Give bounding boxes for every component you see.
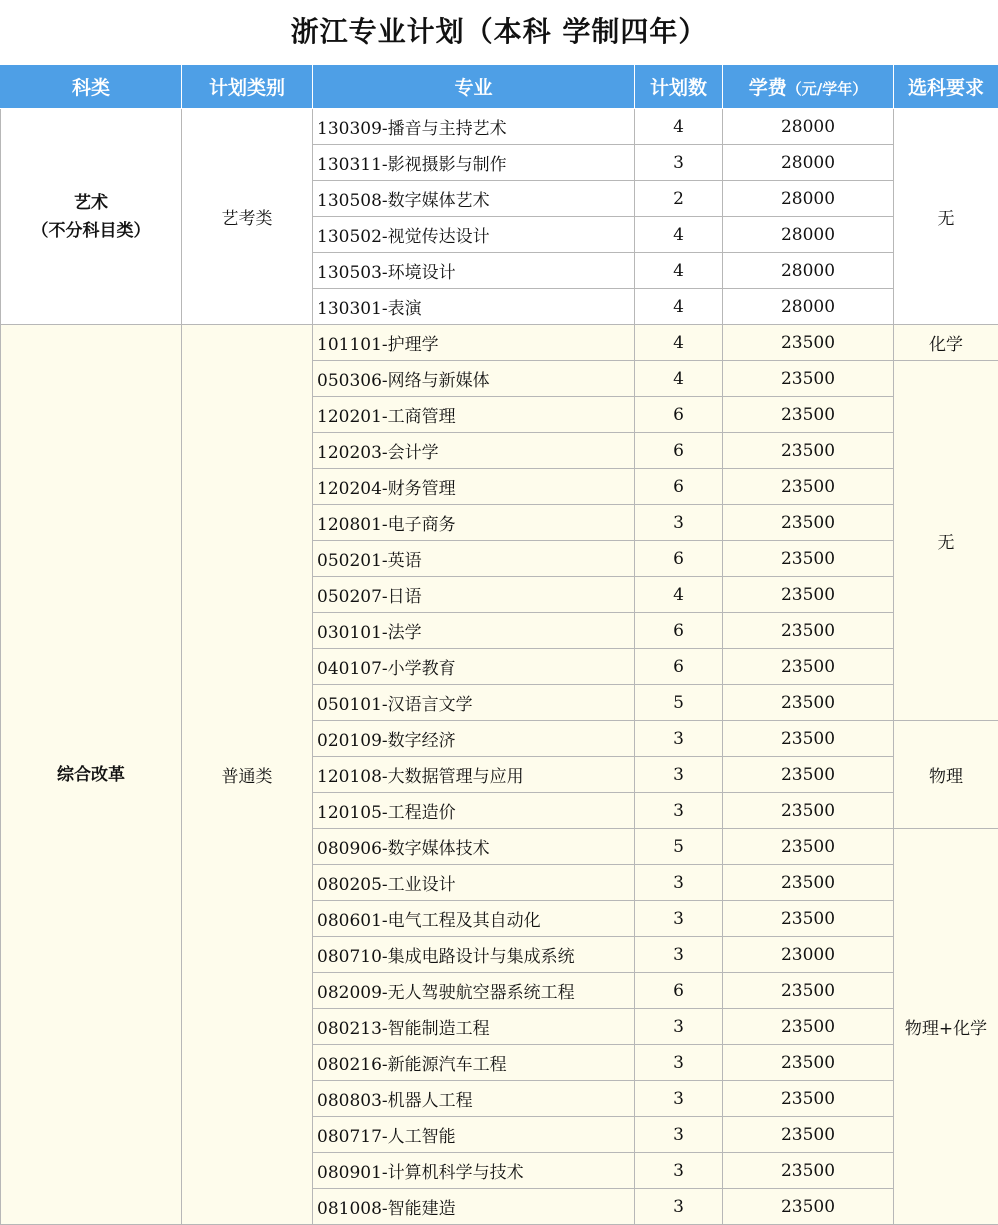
quota-cell: 5 bbox=[635, 685, 723, 721]
tuition-cell: 23500 bbox=[723, 1117, 894, 1153]
quota-cell: 3 bbox=[635, 937, 723, 973]
quota-cell: 6 bbox=[635, 433, 723, 469]
requirement-cell: 无 bbox=[894, 109, 998, 325]
header-subject: 科类 bbox=[1, 65, 182, 109]
quota-cell: 4 bbox=[635, 253, 723, 289]
quota-cell: 3 bbox=[635, 793, 723, 829]
header-plan-type: 计划类别 bbox=[182, 65, 313, 109]
quota-cell: 6 bbox=[635, 541, 723, 577]
plan-type-cell-art: 艺考类 bbox=[182, 109, 313, 325]
tuition-cell: 23500 bbox=[723, 757, 894, 793]
header-tuition-unit: （元/学年） bbox=[787, 80, 867, 98]
tuition-cell: 23500 bbox=[723, 541, 894, 577]
quota-cell: 6 bbox=[635, 469, 723, 505]
quota-cell: 4 bbox=[635, 289, 723, 325]
quota-cell: 3 bbox=[635, 1117, 723, 1153]
quota-cell: 2 bbox=[635, 181, 723, 217]
major-cell: 130311-影视摄影与制作 bbox=[313, 145, 635, 181]
header-tuition bbox=[723, 65, 894, 109]
table-body bbox=[1, 109, 998, 1225]
header-quota: 计划数 bbox=[635, 65, 723, 109]
major-cell: 130301-表演 bbox=[313, 289, 635, 325]
major-cell: 130508-数字媒体艺术 bbox=[313, 181, 635, 217]
quota-cell: 4 bbox=[635, 577, 723, 613]
major-cell: 130502-视觉传达设计 bbox=[313, 217, 635, 253]
quota-cell: 3 bbox=[635, 1045, 723, 1081]
major-cell: 080601-电气工程及其自动化 bbox=[313, 901, 635, 937]
quota-cell: 3 bbox=[635, 145, 723, 181]
major-cell: 081008-智能建造 bbox=[313, 1189, 635, 1225]
tuition-cell: 23500 bbox=[723, 325, 894, 361]
major-cell: 120801-电子商务 bbox=[313, 505, 635, 541]
major-cell: 080216-新能源汽车工程 bbox=[313, 1045, 635, 1081]
major-cell: 020109-数字经济 bbox=[313, 721, 635, 757]
plan-table bbox=[0, 64, 998, 1225]
major-cell: 130503-环境设计 bbox=[313, 253, 635, 289]
requirement-cell: 无 bbox=[894, 361, 998, 721]
subject-art-line1: 艺术 bbox=[1, 189, 181, 217]
table-row bbox=[1, 109, 998, 145]
quota-cell: 3 bbox=[635, 865, 723, 901]
quota-cell: 5 bbox=[635, 829, 723, 865]
quota-cell: 3 bbox=[635, 505, 723, 541]
subject-cell-reform: 综合改革 bbox=[1, 325, 182, 1225]
header-tuition-label: 学费 bbox=[749, 77, 787, 99]
tuition-cell: 23500 bbox=[723, 1009, 894, 1045]
page-title: 浙江专业计划（本科 学制四年） bbox=[0, 0, 998, 64]
requirement-cell: 物理+化学 bbox=[894, 829, 998, 1225]
tuition-cell: 23500 bbox=[723, 397, 894, 433]
major-cell: 080803-机器人工程 bbox=[313, 1081, 635, 1117]
quota-cell: 6 bbox=[635, 649, 723, 685]
quota-cell: 3 bbox=[635, 1081, 723, 1117]
plan-type-cell-reform: 普通类 bbox=[182, 325, 313, 1225]
major-cell: 040107-小学教育 bbox=[313, 649, 635, 685]
quota-cell: 6 bbox=[635, 613, 723, 649]
major-cell: 120108-大数据管理与应用 bbox=[313, 757, 635, 793]
tuition-cell: 23500 bbox=[723, 1045, 894, 1081]
tuition-cell: 23500 bbox=[723, 505, 894, 541]
subject-art-line2: （不分科目类） bbox=[1, 217, 181, 245]
table-header bbox=[1, 65, 998, 109]
quota-cell: 3 bbox=[635, 721, 723, 757]
tuition-cell: 23500 bbox=[723, 649, 894, 685]
tuition-cell: 23500 bbox=[723, 1189, 894, 1225]
tuition-cell: 23500 bbox=[723, 469, 894, 505]
tuition-cell: 23500 bbox=[723, 433, 894, 469]
tuition-cell: 28000 bbox=[723, 109, 894, 145]
quota-cell: 3 bbox=[635, 1153, 723, 1189]
major-cell: 050207-日语 bbox=[313, 577, 635, 613]
quota-cell: 3 bbox=[635, 1009, 723, 1045]
major-cell: 120204-财务管理 bbox=[313, 469, 635, 505]
tuition-cell: 23500 bbox=[723, 1153, 894, 1189]
table-row bbox=[1, 325, 998, 361]
tuition-cell: 23500 bbox=[723, 793, 894, 829]
major-cell: 082009-无人驾驶航空器系统工程 bbox=[313, 973, 635, 1009]
tuition-cell: 23500 bbox=[723, 361, 894, 397]
major-cell: 120203-会计学 bbox=[313, 433, 635, 469]
tuition-cell: 28000 bbox=[723, 217, 894, 253]
quota-cell: 6 bbox=[635, 397, 723, 433]
major-cell: 080710-集成电路设计与集成系统 bbox=[313, 937, 635, 973]
major-cell: 120105-工程造价 bbox=[313, 793, 635, 829]
quota-cell: 3 bbox=[635, 901, 723, 937]
major-cell: 080906-数字媒体技术 bbox=[313, 829, 635, 865]
tuition-cell: 28000 bbox=[723, 253, 894, 289]
major-cell: 101101-护理学 bbox=[313, 325, 635, 361]
quota-cell: 3 bbox=[635, 1189, 723, 1225]
tuition-cell: 23500 bbox=[723, 901, 894, 937]
major-cell: 130309-播音与主持艺术 bbox=[313, 109, 635, 145]
major-cell: 080205-工业设计 bbox=[313, 865, 635, 901]
quota-cell: 4 bbox=[635, 217, 723, 253]
subject-cell-art bbox=[1, 109, 182, 325]
header-major: 专业 bbox=[313, 65, 635, 109]
requirement-cell: 物理 bbox=[894, 721, 998, 829]
quota-cell: 4 bbox=[635, 325, 723, 361]
tuition-cell: 23500 bbox=[723, 613, 894, 649]
tuition-cell: 23500 bbox=[723, 973, 894, 1009]
tuition-cell: 23500 bbox=[723, 721, 894, 757]
major-cell: 120201-工商管理 bbox=[313, 397, 635, 433]
major-cell: 080717-人工智能 bbox=[313, 1117, 635, 1153]
tuition-cell: 23500 bbox=[723, 577, 894, 613]
major-cell: 050201-英语 bbox=[313, 541, 635, 577]
tuition-cell: 23500 bbox=[723, 685, 894, 721]
tuition-cell: 23000 bbox=[723, 937, 894, 973]
tuition-cell: 23500 bbox=[723, 1081, 894, 1117]
tuition-cell: 28000 bbox=[723, 145, 894, 181]
tuition-cell: 23500 bbox=[723, 829, 894, 865]
tuition-cell: 28000 bbox=[723, 289, 894, 325]
quota-cell: 3 bbox=[635, 757, 723, 793]
tuition-cell: 23500 bbox=[723, 865, 894, 901]
major-cell: 080901-计算机科学与技术 bbox=[313, 1153, 635, 1189]
quota-cell: 6 bbox=[635, 973, 723, 1009]
major-cell: 030101-法学 bbox=[313, 613, 635, 649]
header-requirement: 选科要求 bbox=[894, 65, 998, 109]
tuition-cell: 28000 bbox=[723, 181, 894, 217]
quota-cell: 4 bbox=[635, 361, 723, 397]
requirement-cell: 化学 bbox=[894, 325, 998, 361]
major-cell: 050101-汉语言文学 bbox=[313, 685, 635, 721]
major-cell: 080213-智能制造工程 bbox=[313, 1009, 635, 1045]
major-cell: 050306-网络与新媒体 bbox=[313, 361, 635, 397]
quota-cell: 4 bbox=[635, 109, 723, 145]
